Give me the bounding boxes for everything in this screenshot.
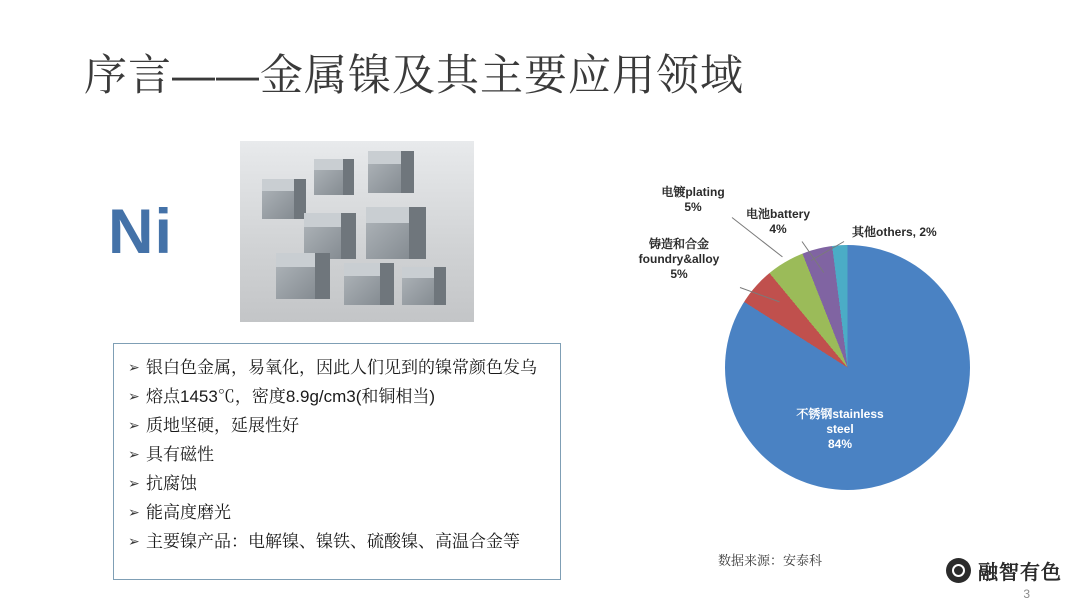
list-item-label: 银白色金属，易氧化，因此人们见到的镍常颜色发乌: [146, 358, 537, 377]
list-item: [128, 499, 550, 526]
bullet-arrow-icon: ➢: [128, 388, 140, 404]
bullet-arrow-icon: ➢: [128, 417, 140, 433]
properties-text-box: [113, 343, 561, 580]
cube-shape: [276, 253, 330, 299]
page-title: 序言——金属镍及其主要应用领域: [84, 52, 744, 100]
watermark-label: 融智有色: [978, 562, 1062, 584]
list-item: [128, 470, 550, 497]
list-item-label: 具有磁性: [146, 445, 214, 464]
list-item-label: 熔点1453℃，密度8.9g/cm3(和铜相当): [146, 387, 436, 406]
pie-graphic: [725, 245, 970, 490]
bullet-arrow-icon: ➢: [128, 504, 140, 520]
list-item: [128, 528, 550, 555]
list-item: [128, 441, 550, 468]
cube-shape: [344, 263, 394, 305]
pie-slice-label-stainless: 不锈钢stainless steel 84%: [796, 407, 884, 451]
cube-shape: [314, 159, 354, 195]
data-source-note: 数据来源：安泰科: [718, 553, 823, 568]
cube-shape: [262, 179, 306, 219]
pie-slice-label-plating: 电镀plating 5%: [661, 185, 725, 214]
list-item: [128, 383, 550, 410]
cube-shape: [366, 207, 426, 259]
list-item-label: 抗腐蚀: [146, 474, 197, 493]
bullet-arrow-icon: ➢: [128, 475, 140, 491]
list-item: [128, 412, 550, 439]
element-symbol-label: Ni: [108, 197, 173, 267]
pie-slice-label-battery: 电池battery 4%: [745, 207, 810, 236]
list-item: [128, 354, 550, 381]
cube-shape: [402, 267, 446, 305]
list-item-label: 能高度磨光: [146, 503, 231, 522]
nickel-cubes-photo: [240, 141, 474, 322]
bullet-arrow-icon: ➢: [128, 359, 140, 375]
page-number: 3: [1023, 587, 1030, 601]
pie-slice-label-foundry: 铸造和合金 foundry&alloy 5%: [638, 237, 720, 281]
watermark: [946, 556, 1062, 585]
pie-slice-label-others: 其他others, 2%: [852, 225, 937, 239]
list-item-label: 主要镍产品：电解镍、镍铁、硫酸镍、高温合金等: [146, 532, 520, 551]
bullet-arrow-icon: ➢: [128, 533, 140, 549]
nickel-usage-pie-chart: [600, 175, 1050, 575]
bullet-arrow-icon: ➢: [128, 446, 140, 462]
circle-logo-icon: [946, 558, 971, 583]
cube-shape: [368, 151, 414, 193]
list-item-label: 质地坚硬，延展性好: [146, 416, 299, 435]
